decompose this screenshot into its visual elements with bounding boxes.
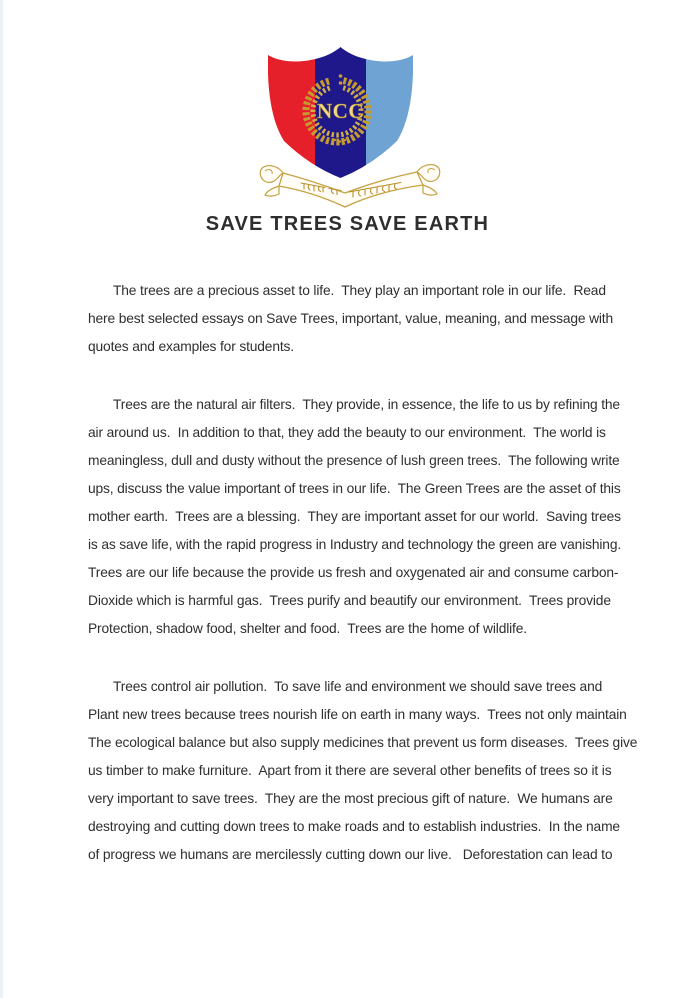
essay-line: meaningless, dull and dusty without the presence of lush green trees. The following write bbox=[88, 453, 620, 468]
essay-line: of progress we humans are mercilessly cutting down our live. Deforestation can lead to bbox=[88, 847, 613, 862]
ncc-emblem-icon bbox=[253, 44, 449, 210]
essay-line: The trees are a precious asset to life. They play an important role in our life. Read bbox=[113, 283, 606, 298]
essay-line: Trees are our life because the provide us fresh and oxygenated air and consume carbon- bbox=[88, 565, 619, 580]
colon-mark bbox=[339, 74, 343, 78]
ncc-monogram: NCC bbox=[317, 99, 364, 123]
paragraph bbox=[88, 391, 636, 643]
essay-line: quotes and examples for students. bbox=[88, 339, 294, 354]
paragraph bbox=[88, 673, 636, 869]
ncc-logo bbox=[253, 44, 449, 210]
essay-line: very important to save trees. They are the most precious gift of nature. We humans are bbox=[88, 791, 613, 806]
paragraph bbox=[88, 277, 636, 361]
essay-line: is as save life, with the rapid progress in Industry and technology the green are vanishing. bbox=[88, 537, 622, 552]
essay-line: ups, discuss the value important of trees in our life. The Green Trees are the asset of this bbox=[88, 481, 621, 496]
shield-stripe-lightblue bbox=[366, 44, 413, 184]
essay-line: us timber to make furniture. Apart from it there are several other benefits of trees so it is bbox=[88, 763, 612, 778]
essay bbox=[88, 277, 636, 899]
essay-line: Protection, shadow food, shelter and food. Trees are the home of wildlife. bbox=[88, 621, 527, 636]
essay-line: The ecological balance but also supply medicines that prevent us form diseases. Trees give bbox=[88, 735, 638, 750]
essay-line: Trees are the natural air filters. They provide, in essence, the life to us by refining the bbox=[113, 397, 620, 412]
essay-line: Dioxide which is harmful gas. Trees purify and beautify our environment. Trees provide bbox=[88, 593, 611, 608]
essay-line: Plant new trees because trees nourish life on earth in many ways. Trees not only maintain bbox=[88, 707, 627, 722]
essay-line: Trees control air pollution. To save life and environment we should save trees and bbox=[113, 679, 603, 694]
essay-line: mother earth. Trees are a blessing. They are important asset for our world. Saving trees bbox=[88, 509, 621, 524]
essay-line: air around us. In addition to that, they add the beauty to our environment. The world is bbox=[88, 425, 606, 440]
essay-line: destroying and cutting down trees to make roads and to establish industries. In the name bbox=[88, 819, 620, 834]
essay-title: SAVE TREES SAVE EARTH bbox=[205, 213, 490, 235]
essay-line: here best selected essays on Save Trees, important, value, meaning, and message with bbox=[88, 311, 614, 326]
page-left-edge bbox=[0, 0, 3, 998]
